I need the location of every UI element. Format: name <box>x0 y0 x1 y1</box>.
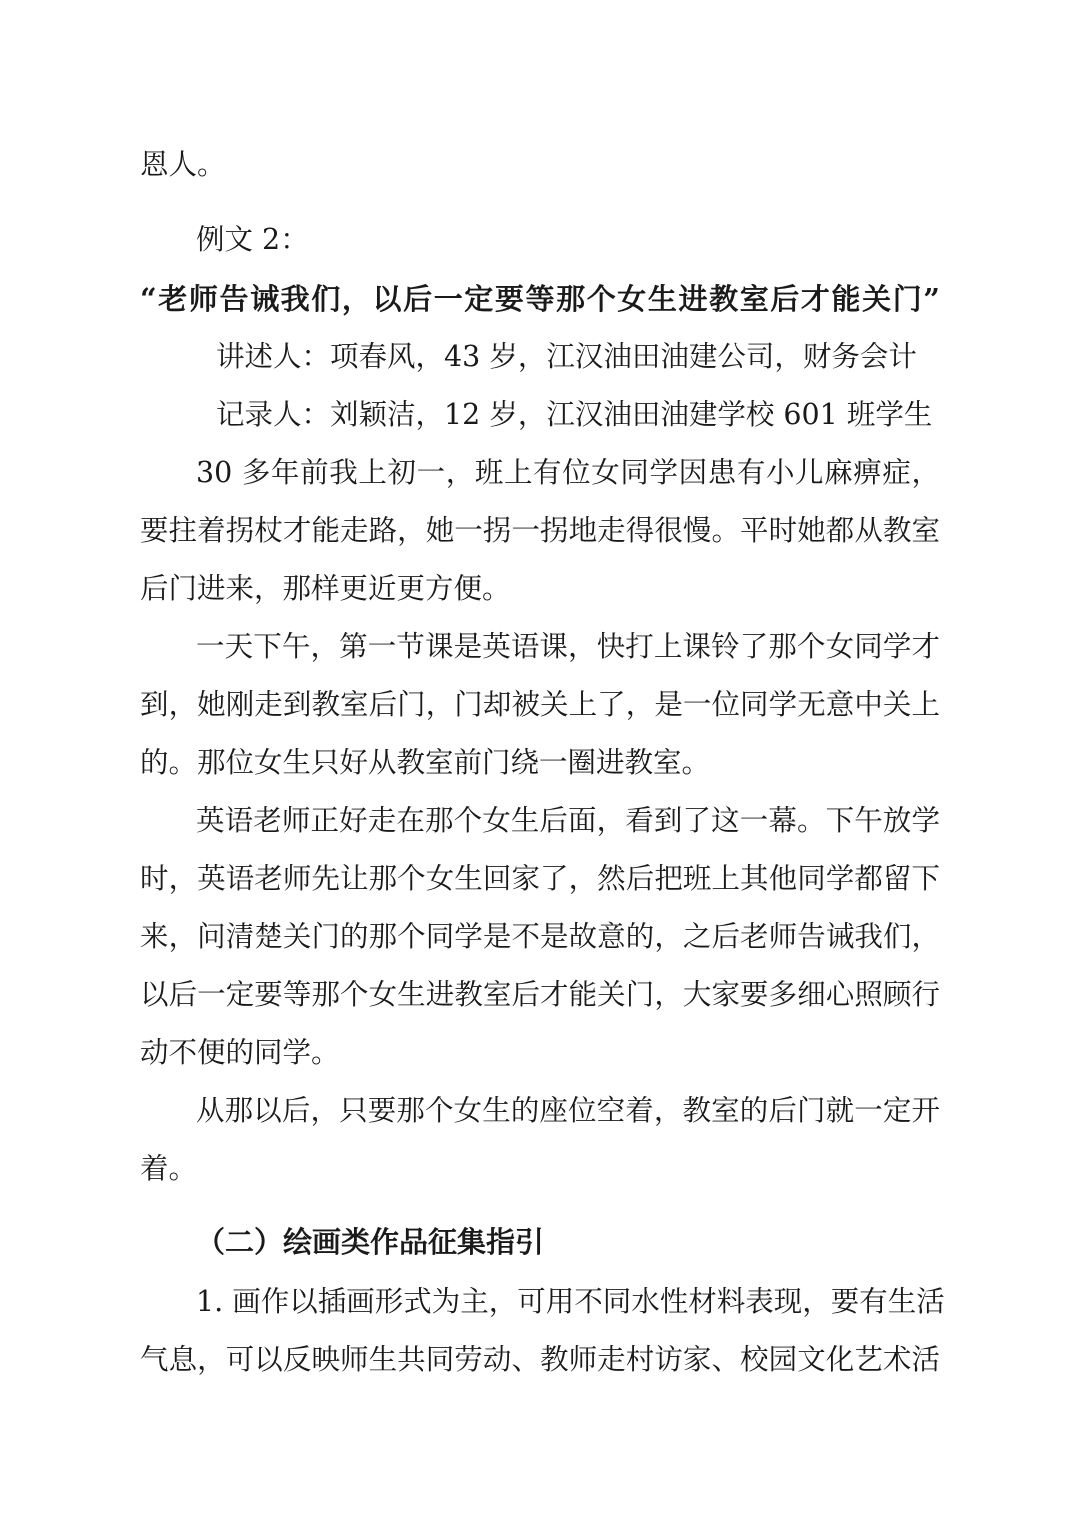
story-title: “老师告诫我们，以后一定要等那个女生进教室后才能关门” <box>140 282 940 316</box>
paragraph-line: 后门进来，那样更近更方便。 <box>140 572 511 605</box>
paragraph-line: 1. 画作以插画形式为主，可用不同水性材料表现，要有生活 <box>196 1285 945 1318</box>
text-line: 恩人。 <box>140 148 226 181</box>
example-label: 例文 2： <box>196 223 309 256</box>
paragraph-line: 以后一定要等那个女生进教室后才能关门，大家要多细心照顾行 <box>140 978 940 1011</box>
paragraph-line: 时，英语老师先让那个女生回家了，然后把班上其他同学都留下 <box>140 862 940 895</box>
paragraph-line: 到，她刚走到教室后门，门却被关上了，是一位同学无意中关上 <box>140 688 940 721</box>
paragraph-line: 着。 <box>140 1152 198 1185</box>
paragraph-line: 来，问清楚关门的那个同学是不是故意的，之后老师告诫我们， <box>140 920 940 953</box>
paragraph-line: 气息，可以反映师生共同劳动、教师走村访家、校园文化艺术活 <box>140 1343 940 1376</box>
paragraph-line: 英语老师正好走在那个女生后面，看到了这一幕。下午放学 <box>196 804 940 837</box>
section-heading: （二）绘画类作品征集指引 <box>196 1225 545 1259</box>
narrator-line: 讲述人：项春风，43 岁，江汉油田油建公司，财务会计 <box>216 340 917 373</box>
recorder-line: 记录人：刘颖洁，12 岁，江汉油田油建学校 601 班学生 <box>216 398 933 431</box>
paragraph-line: 30 多年前我上初一，班上有位女同学因患有小儿麻痹症， <box>196 456 940 489</box>
paragraph-line: 动不便的同学。 <box>140 1036 340 1069</box>
document-page <box>140 0 945 1527</box>
paragraph-line: 一天下午，第一节课是英语课，快打上课铃了那个女同学才 <box>196 630 940 663</box>
paragraph-line: 的。那位女生只好从教室前门绕一圈进教室。 <box>140 746 711 779</box>
paragraph-line: 要拄着拐杖才能走路，她一拐一拐地走得很慢。平时她都从教室 <box>140 514 940 547</box>
paragraph-line: 从那以后，只要那个女生的座位空着，教室的后门就一定开 <box>196 1094 940 1127</box>
